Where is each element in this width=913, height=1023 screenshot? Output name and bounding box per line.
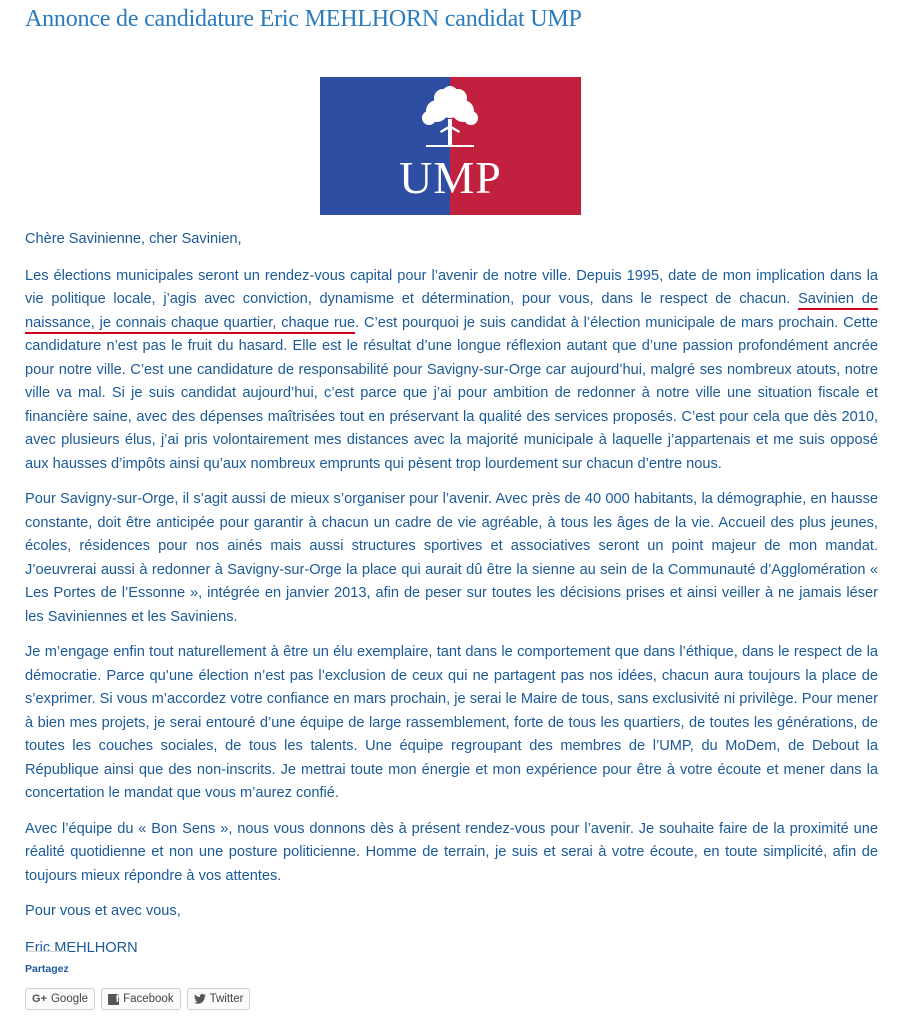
signature: Eric MEHLHORN — [25, 939, 138, 956]
paragraph-4: Avec l’équipe du « Bon Sens », nous vous donnons dès à présent rendez-vous pour l’avenir. Je souhaite faire de la proximité une réalité quotidienne et non une posture politicienne. Homme de terrain, je suis et serai à votre écoute, en toute simplicité, afin de toujours mieux répondre à vos attentes. — [25, 820, 878, 884]
share-facebook-button[interactable] — [101, 988, 181, 1010]
share-buttons — [25, 988, 250, 1010]
article-body — [25, 228, 878, 973]
paragraph-3: Je m’engage enfin tout naturellement à être un élu exemplaire, tant dans le comportement que dans l’éthique, dans le respect de la démocratie. Parce qu’une élection n’est pas l’exclusion de ceux qui ne partagent pas nos idées, chacun aura toujours la place de s’exprimer. Si vous m’accordez votre confiance en mars prochain, je serai le Maire de tous, sans exclusivité ni privilège. Pour mener à bien mes projets, je serai entouré d’une équipe de large rassemblement, forte de tous les quartiers, de toutes les générations, de toutes les couches sociales, de tous les talents. Une équipe regroupant des membres de l’UMP, du MoDem, de Debout la République ainsi que des non-inscrits. Je mettrai toute mon énergie et mon expérience pour être à votre écoute et mener dans la concertation le mandat que vous m’aurez confié. — [25, 644, 878, 801]
twitter-icon — [194, 994, 206, 1004]
ump-logo — [320, 77, 581, 215]
paragraph-2: Pour Savigny-sur-Orge, il s’agit aussi de mieux s’organiser pour l’avenir. Avec près de 40 000 habitants, la démographie, en hausse constante, doit être anticipée pour garantir à chacun un cadre de vie agréable, à tous les âges de la vie. Accueil des plus jeunes, écoles, résidences pour nos ainés mais aussi structures sportives et associatives seront un point majeur de mon mandat. J’oeuvrerai aussi à redonner à Savigny-sur-Orge la place qui aurait dû être la sienne au sein de la Communauté d’Agglomération « Les Portes de l’Essonne », intégrée en janvier 2013, afin de peser sur toutes les décisions prises et ainsi veiller à ne jamais léser les Saviniennes et les Saviniens. — [25, 491, 878, 625]
greeting: Chère Savinienne, cher Savinien, — [25, 231, 242, 247]
highlighted-phrase: Savinien de naissance, je connais chaque quartier, chaque rue — [25, 291, 878, 331]
closing: Pour vous et avec vous, — [25, 903, 181, 919]
paragraph-1-end: . C’est pourquoi je suis candidat à l’élection municipale de mars prochain. Cette candidature n’est pas le fruit du hasard. Elle est le résultat d’une longue réflexion autant que d’une passion profondément ancrée pour notre ville. C’est une candidature de responsabilité pour Savigny-sur-Orge car aujourd’hui, malgré ses nombreux atouts, notre ville va mal. Si je suis candidat aujourd’hui, c’est parce que j’ai pour ambition de redonner à notre ville une situation fiscale et financière saine, avec des dépenses maîtrisées tout en préservant la qualité des services proposés. C’est pour cela que dès 2010, avec plusieurs élus, j’ai pris volontairement mes distances avec la majorité municipale à laquelle j’appartenais et me suis opposé aux hausses d’impôts ainsi qu’aux nombreux emprunts qui pèsent trop lourdement sur chacun d’entre nous. — [25, 314, 878, 472]
tree-icon — [410, 85, 490, 155]
article-title: Annonce de candidature Eric MEHLHORN candidat UMP — [25, 6, 582, 32]
share-google-label: Google — [50, 993, 89, 1005]
facebook-icon: f — [108, 994, 119, 1005]
paragraph-1-start: Les élections municipales seront un rendez-vous capital pour l’avenir de notre ville. Depuis 1995, date de mon implication dans la vie politique locale, j’agis avec conviction, dynamisme et détermination, pour vous, dans le respect de chacun. — [25, 267, 878, 307]
share-facebook-label: Facebook — [123, 993, 174, 1005]
share-google-button[interactable] — [25, 988, 95, 1010]
share-twitter-label: Twitter — [209, 993, 244, 1005]
logo-text: UMP — [399, 152, 502, 203]
share-twitter-button[interactable] — [187, 988, 251, 1010]
paragraph-1 — [25, 265, 878, 477]
share-label: Partagez — [25, 963, 69, 975]
share-divider — [25, 951, 69, 952]
google-plus-icon: G+ — [32, 993, 47, 1005]
